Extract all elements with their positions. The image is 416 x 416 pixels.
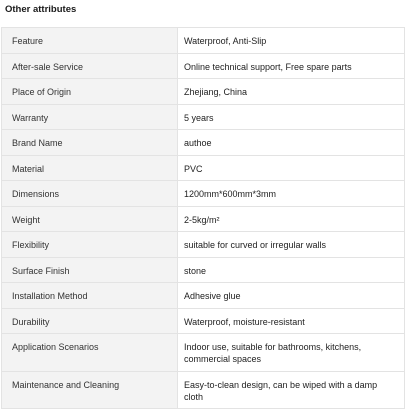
attribute-label-cell <box>2 28 178 54</box>
attribute-value: suitable for curved or irregular walls <box>184 240 327 250</box>
attribute-value-cell <box>178 257 405 283</box>
attribute-label-cell <box>2 104 178 130</box>
table-row <box>2 155 405 181</box>
attribute-value-cell <box>178 283 405 309</box>
attribute-value: PVC <box>184 163 203 174</box>
attribute-label: Installation Method <box>12 291 88 301</box>
attribute-label-cell <box>2 53 178 79</box>
attribute-value: Waterproof, Anti-Slip <box>184 36 267 46</box>
attribute-value-cell <box>178 206 405 232</box>
attribute-value: Online technical support, Free spare parts <box>184 61 352 72</box>
table-row <box>2 28 405 54</box>
table-row <box>2 308 405 334</box>
table-row <box>2 79 405 105</box>
attribute-label: Warranty <box>12 112 49 123</box>
table-row <box>2 53 405 79</box>
attribute-label-cell <box>2 155 178 181</box>
attributes-table-body <box>2 28 405 409</box>
table-row <box>2 371 405 409</box>
table-row <box>2 206 405 232</box>
attribute-label: Brand Name <box>12 138 63 148</box>
attribute-label: Durability <box>12 316 50 327</box>
attribute-value: Zhejiang, China <box>184 87 248 97</box>
attribute-label-cell <box>2 371 178 409</box>
table-row <box>2 334 405 372</box>
attribute-label-cell <box>2 283 178 309</box>
table-row <box>2 130 405 156</box>
attribute-label: After-sale Service <box>12 61 84 72</box>
attribute-value-cell <box>178 130 405 156</box>
attribute-value-cell <box>178 79 405 105</box>
table-row <box>2 181 405 207</box>
attribute-label: Flexibility <box>12 240 50 250</box>
table-row <box>2 104 405 130</box>
attribute-value: stone <box>184 265 207 276</box>
attributes-table <box>1 27 405 409</box>
attribute-value: 5 years <box>184 112 214 123</box>
attribute-value-cell <box>178 181 405 207</box>
attribute-label: Feature <box>12 36 44 46</box>
attribute-label-cell <box>2 181 178 207</box>
attribute-value-cell <box>178 308 405 334</box>
attribute-label: Application Scenarios <box>12 342 99 352</box>
attribute-label-cell <box>2 308 178 334</box>
attribute-label: Place of Origin <box>12 87 72 97</box>
section-title: Other attributes <box>5 4 77 15</box>
attribute-value: Easy-to-clean design, can be wiped with a damp cloth <box>184 379 378 402</box>
attribute-value-cell <box>178 28 405 54</box>
attribute-label: Surface Finish <box>12 265 70 276</box>
table-row <box>2 232 405 258</box>
table-row <box>2 283 405 309</box>
attribute-value-cell <box>178 155 405 181</box>
attribute-value-cell <box>178 53 405 79</box>
attribute-value: 1200mm*600mm*3mm <box>184 189 277 199</box>
attribute-label-cell <box>2 334 178 372</box>
attribute-value: Indoor use, suitable for bathrooms, kitchens, commercial spaces <box>184 342 362 364</box>
attribute-value: Adhesive glue <box>184 291 241 301</box>
attribute-value-cell <box>178 104 405 130</box>
attribute-label-cell <box>2 79 178 105</box>
table-row <box>2 257 405 283</box>
attribute-label: Maintenance and Cleaning <box>12 379 120 390</box>
attribute-value-cell <box>178 334 405 372</box>
attribute-value: 2-5kg/m² <box>184 214 220 225</box>
attribute-value: authoe <box>184 138 212 148</box>
attribute-label-cell <box>2 130 178 156</box>
attribute-label: Dimensions <box>12 189 60 199</box>
attribute-value-cell <box>178 232 405 258</box>
attribute-label: Material <box>12 163 45 174</box>
attribute-label-cell <box>2 232 178 258</box>
attribute-label: Weight <box>12 214 40 225</box>
attribute-label-cell <box>2 257 178 283</box>
attribute-value: Waterproof, moisture-resistant <box>184 316 305 327</box>
attribute-label-cell <box>2 206 178 232</box>
attribute-value-cell <box>178 371 405 409</box>
